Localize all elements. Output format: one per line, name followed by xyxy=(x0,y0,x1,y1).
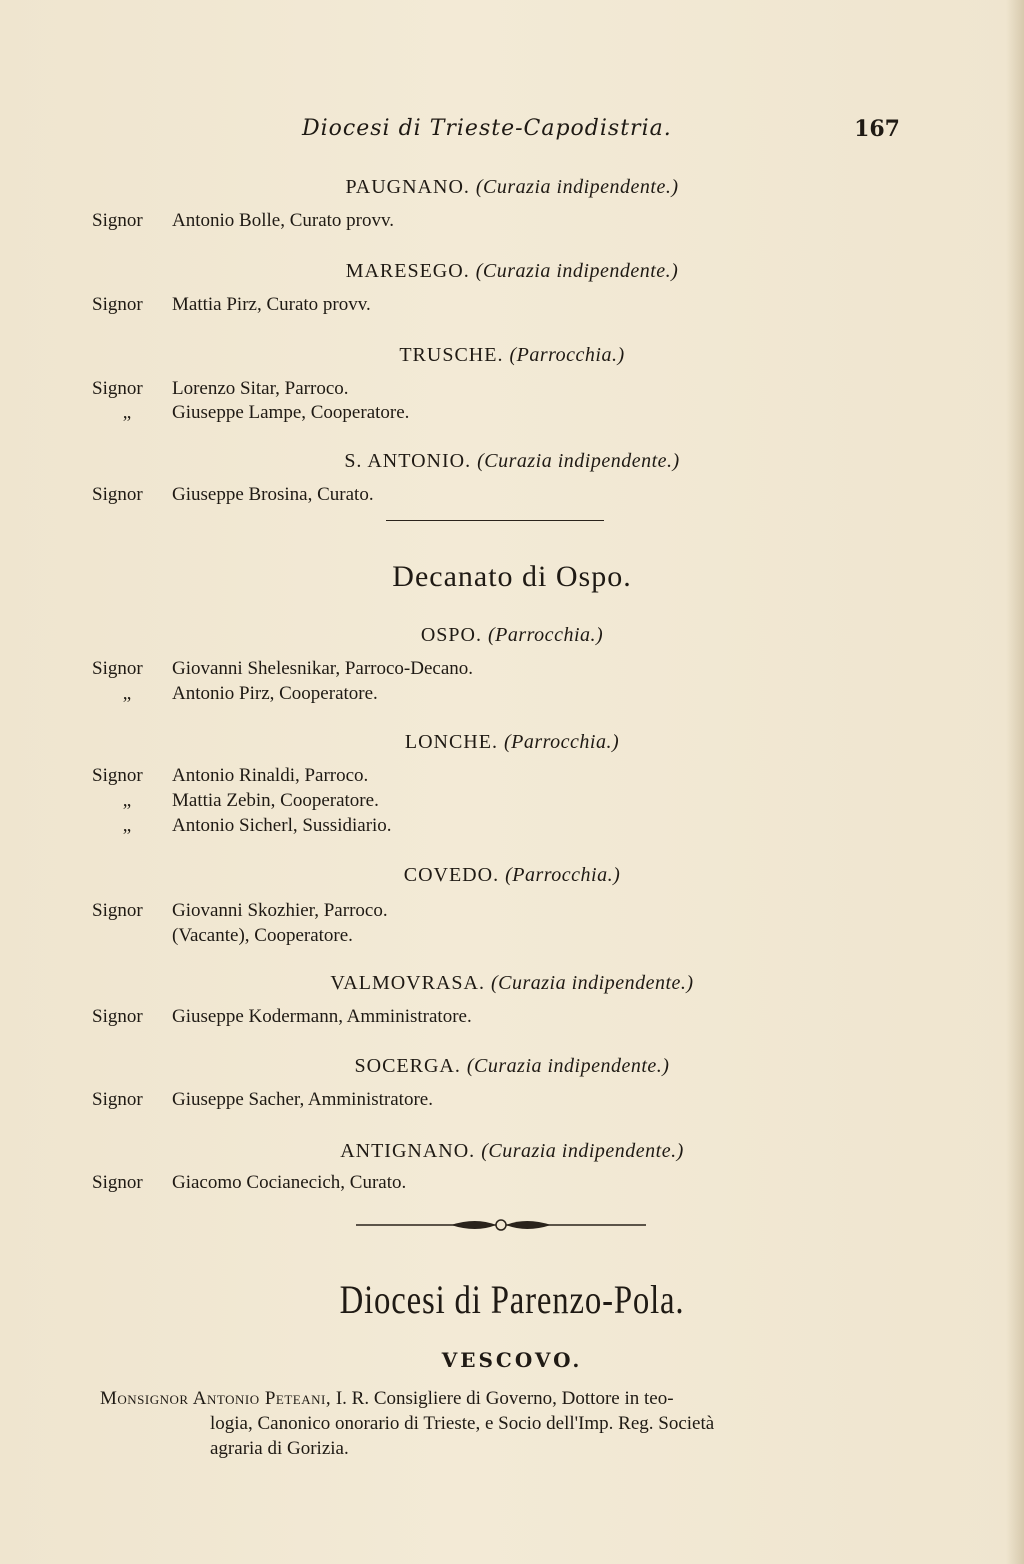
clergy-entry: Signor Giacomo Cocianecich, Curato. xyxy=(92,1172,407,1193)
parish-heading-ospo: OSPO. (Parrocchia.) xyxy=(420,624,604,646)
ornamental-divider xyxy=(356,1214,646,1236)
parish-heading-valmovrasa: VALMOVRASA. (Curazia indipendente.) xyxy=(330,972,694,994)
clergy-entry: (Vacante), Cooperatore. xyxy=(172,925,353,946)
clergy-entry: Signor Giovanni Skozhier, Parroco. xyxy=(92,900,388,921)
bishop-paragraph xyxy=(100,1386,900,1461)
clergy-entry: „ Mattia Zebin, Cooperatore. xyxy=(122,790,379,811)
clergy-entry: Signor Giuseppe Kodermann, Amministratore. xyxy=(92,1006,472,1027)
parish-heading-maresego: MARESEGO. (Curazia indipendente.) xyxy=(345,260,679,282)
parish-heading-socerga: SOCERGA. (Curazia indipendente.) xyxy=(354,1055,670,1077)
vescovo-heading: VESCOVO. xyxy=(441,1348,583,1372)
decanato-title: Decanato di Ospo. xyxy=(392,560,632,593)
clergy-entry: Signor Lorenzo Sitar, Parroco. xyxy=(92,378,349,399)
page-number: 167 xyxy=(854,116,900,142)
parish-heading-lonche: LONCHE. (Parrocchia.) xyxy=(404,731,620,753)
page-gutter-shadow xyxy=(1006,0,1024,1564)
parish-heading-covedo: COVEDO. (Parrocchia.) xyxy=(403,864,621,886)
bishop-name: Monsignor Antonio Peteani, xyxy=(100,1388,332,1409)
clergy-entry: Signor Giovanni Shelesnikar, Parroco-Decano. xyxy=(92,658,474,679)
clergy-entry: Signor Antonio Bolle, Curato provv. xyxy=(92,210,394,231)
parish-heading-s-antonio: S. ANTONIO. (Curazia indipendente.) xyxy=(344,450,680,472)
section-divider xyxy=(386,520,604,521)
bishop-line-3: agraria di Gorizia. xyxy=(210,1438,349,1459)
clergy-entry: „ Giuseppe Lampe, Cooperatore. xyxy=(122,402,410,423)
running-header xyxy=(90,116,900,152)
clergy-entry: Signor Antonio Rinaldi, Parroco. xyxy=(92,765,369,786)
bishop-line-2: logia, Canonico onorario di Trieste, e Socio dell'Imp. Reg. Società xyxy=(210,1413,715,1434)
clergy-entry: Signor Giuseppe Sacher, Amministratore. xyxy=(92,1089,433,1110)
parish-heading-antignano: ANTIGNANO. (Curazia indipendente.) xyxy=(340,1140,684,1162)
parish-heading-paugnano: PAUGNANO. (Curazia indipendente.) xyxy=(345,176,679,198)
clergy-entry: Signor Giuseppe Brosina, Curato. xyxy=(92,484,374,505)
parish-heading-trusche: TRUSCHE. (Parrocchia.) xyxy=(399,344,625,366)
running-title: Diocesi di Trieste-Capodistria. xyxy=(302,116,672,141)
bishop-line-1: I. R. Consigliere di Governo, Dottore in teo- xyxy=(335,1388,674,1409)
clergy-entry: „ Antonio Sicherl, Sussidiario. xyxy=(122,815,392,836)
diocese-title: Diocesi di Parenzo-Pola. xyxy=(339,1277,685,1322)
clergy-entry: „ Antonio Pirz, Cooperatore. xyxy=(122,683,378,704)
clergy-entry: Signor Mattia Pirz, Curato provv. xyxy=(92,294,371,315)
